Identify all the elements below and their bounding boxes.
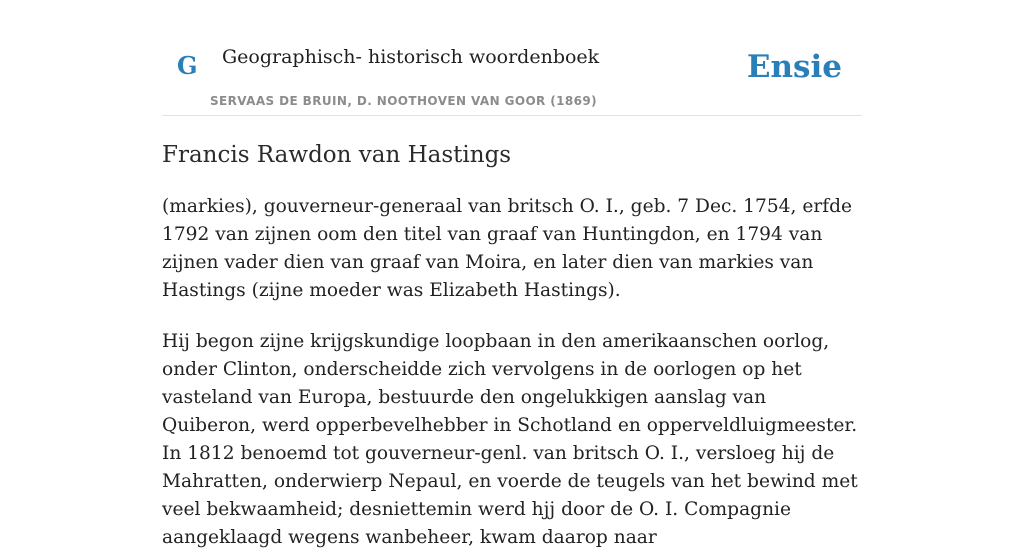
entry-title: Francis Rawdon van Hastings — [162, 142, 512, 168]
page — [162, 0, 862, 552]
book-logo-icon[interactable]: G — [177, 51, 198, 80]
entry-paragraph: (markies), gouverneur-generaal van britsch O. I., geb. 7 Dec. 1754, erfde 1792 van zijnen oom den titel van graaf van Huntingdon, en 1794 van zijnen vader dien van graaf van Moira, en later dien van markies van Hastings (zijne moeder was Elizabeth Hastings). — [162, 195, 853, 301]
header — [162, 0, 862, 116]
entry-body — [162, 193, 862, 552]
entry-paragraph: Hij begon zijne krijgskundige loopbaan in den amerikaanschen oorlog, onder Clinton, onderscheidde zich vervolgens in de oorlogen op het vasteland van Europa, bestuurde den ongelukkigen aanslag van Quiberon, werd opperbevelhebber in Schotland en opperveldluigmeester. In 1812 benoemd tot gouverneur-genl. van britsch O. I., versloeg hij de Mahratten, onderwierp Nepaul, en voerde de teugels van het bewind met veel bekwaamheid; desniettemin werd hjj door de O. I. Compagnie aangeklaagd wegens wanbeheer, kwam daarop naar — [162, 330, 858, 548]
ensie-logo-link[interactable]: Ensie — [746, 49, 842, 85]
book-authors-meta: SERVAAS DE BRUIN, D. NOOTHOVEN VAN GOOR (1869) — [210, 94, 598, 108]
book-title-link[interactable]: Geographisch- historisch woordenboek — [222, 46, 600, 68]
